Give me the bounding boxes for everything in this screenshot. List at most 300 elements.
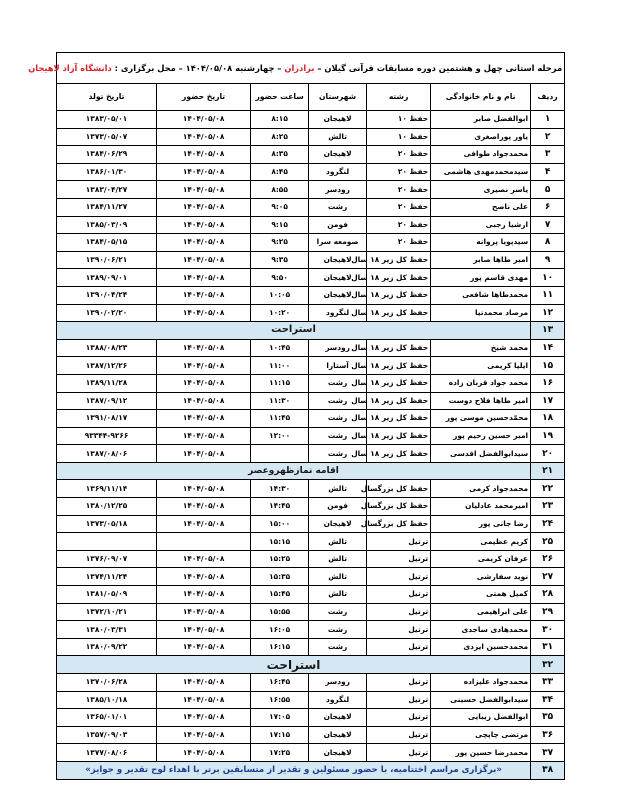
participant-name: ارشیا رجبی	[431, 216, 531, 234]
row-number: ۳۲	[531, 656, 565, 674]
birth-date: ۱۳۶۹/۱۱/۱۴	[57, 480, 157, 498]
city-cell: تالش	[309, 586, 367, 604]
participant-name: کمیل همتی	[431, 586, 531, 604]
row-number: ۵	[531, 181, 565, 199]
birth-date: ۱۳۷۷/۰۸/۰۶	[57, 744, 157, 762]
table-row	[57, 392, 565, 410]
attendance-time: ۸:۱۵	[251, 111, 309, 129]
attendance-time: ۱۰:۲۰	[251, 304, 309, 322]
attendance-date: ۱۴۰۴/۰۵/۰۸	[157, 181, 251, 199]
attendance-time: ۸:۵۵	[251, 181, 309, 199]
attendance-date: ۱۴۰۴/۰۵/۰۸	[157, 269, 251, 287]
birth-date: ۱۳۸۴/۱۱/۲۷	[57, 198, 157, 216]
birth-date: ۱۳۸۷/۱۲/۲۶	[57, 357, 157, 375]
table-row	[57, 709, 565, 727]
major-cell: حفظ کل زیر ۱۸ سال	[367, 304, 431, 322]
city-cell: لنگرود	[309, 163, 367, 181]
major-cell: حفظ کل زیر ۱۸ سال	[367, 286, 431, 304]
row-number: ۱۲	[531, 304, 565, 322]
attendance-date: ۱۴۰۴/۰۵/۰۸	[157, 638, 251, 656]
row-number: ۱۹	[531, 427, 565, 445]
row-number: ۳	[531, 146, 565, 164]
attendance-date: ۱۴۰۴/۰۵/۰۸	[157, 568, 251, 586]
attendance-time: ۱۱:۳۰	[251, 392, 309, 410]
attendance-time	[251, 445, 309, 463]
major-cell: ترتیل	[367, 568, 431, 586]
title-main: مرحله استانی چهل و هشتمین دوره مسابقات قرآنی گیلان –	[317, 63, 563, 73]
major-cell: حفظ کل بزرگسال	[367, 480, 431, 498]
table-row	[57, 198, 565, 216]
attendance-time: ۱۷:۱۵	[251, 726, 309, 744]
attendance-time: ۹:۵۰	[251, 269, 309, 287]
row-number: ۲۶	[531, 550, 565, 568]
row-number: ۱۱	[531, 286, 565, 304]
attendance-time: ۸:۳۵	[251, 146, 309, 164]
attendance-time: ۸:۴۵	[251, 163, 309, 181]
birth-date: ۱۳۸۴/۰۶/۲۹	[57, 146, 157, 164]
table-row	[57, 691, 565, 709]
major-cell: ترتیل	[367, 726, 431, 744]
attendance-date: ۱۴۰۴/۰۵/۰۸	[157, 515, 251, 533]
attendance-date: ۱۴۰۴/۰۵/۰۸	[157, 286, 251, 304]
attendance-time: ۱۱:۱۵	[251, 374, 309, 392]
attendance-date: ۱۴۰۴/۰۵/۰۸	[157, 726, 251, 744]
city-cell: تالش	[309, 550, 367, 568]
participant-name: امیرمحمد عادلیان	[431, 498, 531, 516]
birth-date: ۱۳۸۵/۰۳/۰۹	[57, 216, 157, 234]
table-row	[57, 339, 565, 357]
birth-date: ۹۳۳۴۴-۹۲۶۶	[57, 427, 157, 445]
participant-name: سیدپویا پروانه	[431, 234, 531, 252]
break-label: اقامه نمازظهروعصر	[57, 462, 531, 480]
row-number: ۲	[531, 128, 565, 146]
participant-name: یاور پوراصغری	[431, 128, 531, 146]
city-cell: رشت	[309, 427, 367, 445]
attendance-time: ۱۵:۱۵	[251, 533, 309, 551]
city-cell: تالش	[309, 480, 367, 498]
attendance-date: ۱۴۰۴/۰۵/۰۸	[157, 709, 251, 727]
header-attend-date: تاریخ حضور	[157, 84, 251, 111]
participant-name: ایلیا کریمی	[431, 357, 531, 375]
row-number: ۲۱	[531, 462, 565, 480]
city-cell: لاهیجان	[309, 146, 367, 164]
city-cell: لنگرود	[309, 304, 367, 322]
major-cell: حفظ ۲۰	[367, 216, 431, 234]
city-cell: رودسر	[309, 339, 367, 357]
row-number: ۱	[531, 111, 565, 129]
major-cell: ترتیل	[367, 691, 431, 709]
row-number: ۳۰	[531, 621, 565, 639]
table-row	[57, 445, 565, 463]
participant-name: محمدهادی ساجدی	[431, 621, 531, 639]
participant-name: محمدجواد طوافی	[431, 146, 531, 164]
attendance-date: ۱۴۰۴/۰۵/۰۸	[157, 427, 251, 445]
attendance-time: ۱۴:۴۵	[251, 498, 309, 516]
attendance-time: ۱۵:۲۵	[251, 550, 309, 568]
city-cell: رشت	[309, 392, 367, 410]
city-cell: لاهیجان	[309, 726, 367, 744]
participant-name: کریم عظیمی	[431, 533, 531, 551]
city-cell: رودسر	[309, 674, 367, 692]
row-number: ۱۴	[531, 339, 565, 357]
participant-name: محمدجواد علیزاده	[431, 674, 531, 692]
participant-name: مرصاد محمدنیا	[431, 304, 531, 322]
attendance-time: ۹:۱۵	[251, 216, 309, 234]
attendance-time: ۹:۲۵	[251, 234, 309, 252]
city-cell: رشت	[309, 445, 367, 463]
attendance-date: ۱۴۰۴/۰۵/۰۸	[157, 586, 251, 604]
attendance-time: ۱۰:۰۵	[251, 286, 309, 304]
attendance-date: ۱۴۰۴/۰۵/۰۸	[157, 304, 251, 322]
attendance-time: ۱۷:۲۵	[251, 744, 309, 762]
row-number: ۲۲	[531, 480, 565, 498]
city-cell: رشت	[309, 638, 367, 656]
table-row	[57, 603, 565, 621]
break-row	[57, 656, 565, 674]
title-gender: برادران	[284, 63, 315, 73]
birth-date: ۱۳۸۹/۱۱/۲۸	[57, 374, 157, 392]
major-cell: حفظ کل زیر ۱۸ سال	[367, 269, 431, 287]
attendance-date: ۱۴۰۴/۰۵/۰۸	[157, 251, 251, 269]
table-row	[57, 744, 565, 762]
major-cell: حفظ کل زیر ۱۸ سال	[367, 445, 431, 463]
major-cell: حفظ کل زیر ۱۸ سال	[367, 357, 431, 375]
city-cell: تالش	[309, 128, 367, 146]
major-cell: حفظ ۲۰	[367, 163, 431, 181]
attendance-time: ۱۰:۴۵	[251, 339, 309, 357]
attendance-date: ۱۴۰۴/۰۵/۰۸	[157, 128, 251, 146]
major-cell: حفظ کل زیر ۱۸ سال	[367, 374, 431, 392]
row-number: ۱۷	[531, 392, 565, 410]
row-number: ۴	[531, 163, 565, 181]
city-cell: لنگرود	[309, 691, 367, 709]
table-row	[57, 480, 565, 498]
table-row	[57, 410, 565, 428]
participant-name: سیدابوالفضل حسینی	[431, 691, 531, 709]
attendance-date: ۱۴۰۴/۰۵/۰۸	[157, 357, 251, 375]
header-major: رشته	[367, 84, 431, 111]
attendance-date: ۱۴۰۴/۰۵/۰۸	[157, 550, 251, 568]
attendance-date: ۱۴۰۴/۰۵/۰۸	[157, 163, 251, 181]
attendance-date: ۱۴۰۴/۰۵/۰۸	[157, 621, 251, 639]
birth-date: ۱۳۸۶/۰۱/۳۰	[57, 163, 157, 181]
birth-date: ۱۳۸۷/۰۸/۰۶	[57, 445, 157, 463]
participant-name: محمدجواد کرمی	[431, 480, 531, 498]
attendance-date: ۱۴۰۴/۰۵/۰۸	[157, 603, 251, 621]
attendance-date: ۱۴۰۴/۰۵/۰۸	[157, 374, 251, 392]
header-time: ساعت حضور	[251, 84, 309, 111]
major-cell: حفظ کل زیر ۱۸ سال	[367, 427, 431, 445]
table-row	[57, 533, 565, 551]
participant-name: محمد جواد قربان زاده	[431, 374, 531, 392]
attendance-date: ۱۴۰۴/۰۵/۰۸	[157, 691, 251, 709]
city-cell: آستارا	[309, 357, 367, 375]
city-cell: رودسر	[309, 181, 367, 199]
row-number: ۳۳	[531, 674, 565, 692]
page-title	[28, 53, 565, 84]
city-cell: لاهیجان	[309, 269, 367, 287]
attendance-time: ۱۵:۴۵	[251, 586, 309, 604]
row-number: ۲۳	[531, 498, 565, 516]
city-cell: فومن	[309, 498, 367, 516]
attendance-time: ۱۶:۵۵	[251, 691, 309, 709]
major-cell: ترتیل	[367, 603, 431, 621]
city-cell: رشت	[309, 374, 367, 392]
table-row	[57, 269, 565, 287]
participant-name: علی ناصح	[431, 198, 531, 216]
birth-date: ۱۳۹۰/۰۴/۲۴	[57, 286, 157, 304]
major-cell: حفظ ۲۰	[367, 198, 431, 216]
major-cell: ترتیل	[367, 709, 431, 727]
row-number: ۲۰	[531, 445, 565, 463]
attendance-time: ۱۶:۴۵	[251, 674, 309, 692]
participant-name: علی ابراهیمی	[431, 603, 531, 621]
table-row	[57, 251, 565, 269]
title-info: – چهارشنبه ۱۴۰۴/۰۵/۰۸ – محل برگزاری :	[114, 63, 282, 73]
participant-name: مهدی قاسم پور	[431, 269, 531, 287]
participant-name: محمد شیخ	[431, 339, 531, 357]
attendance-time: ۱۲:۰۰	[251, 427, 309, 445]
table-row	[57, 128, 565, 146]
major-cell: ترتیل	[367, 638, 431, 656]
birth-date: ۱۳۸۹/۰۹/۰۱	[57, 269, 157, 287]
row-number: ۲۸	[531, 586, 565, 604]
row-number: ۱۳	[531, 322, 565, 340]
attendance-time: ۱۴:۳۰	[251, 480, 309, 498]
birth-date: ۱۳۸۰/۰۳/۳۱	[57, 621, 157, 639]
birth-date: ۱۳۸۸/۰۸/۲۳	[57, 339, 157, 357]
birth-date: ۱۳۷۰/۰۶/۲۸	[57, 674, 157, 692]
birth-date: ۱۳۷۲/۱۰/۲۱	[57, 603, 157, 621]
birth-date: ۱۳۷۳/۰۵/۱۸	[57, 515, 157, 533]
major-cell: حفظ کل زیر ۱۸ سال	[367, 339, 431, 357]
row-number: ۸	[531, 234, 565, 252]
city-cell: لاهیجان	[309, 286, 367, 304]
header-row-number: ردیف	[531, 84, 565, 111]
participant-name: امیر طاها فلاح دوست	[431, 392, 531, 410]
row-number: ۱۰	[531, 269, 565, 287]
row-number: ۱۶	[531, 374, 565, 392]
participant-name: محمدحسین ایزدی	[431, 638, 531, 656]
city-cell: تالش	[309, 533, 367, 551]
attendance-date: ۱۴۰۴/۰۵/۰۸	[157, 410, 251, 428]
table-row	[57, 374, 565, 392]
city-cell: صومعه سرا	[309, 234, 367, 252]
attendance-time: ۱۵:۰۰	[251, 515, 309, 533]
table-row	[57, 638, 565, 656]
birth-date: ۱۳۷۶/۰۹/۰۷	[57, 550, 157, 568]
attendance-date: ۱۴۰۴/۰۵/۰۸	[157, 744, 251, 762]
header-row	[57, 84, 565, 111]
participant-name: یاسر نصیری	[431, 181, 531, 199]
city-cell: رشت	[309, 603, 367, 621]
row-number: ۲۵	[531, 533, 565, 551]
table-row	[57, 427, 565, 445]
participant-name: مرتضی چاپچی	[431, 726, 531, 744]
city-cell: لاهیجان	[309, 515, 367, 533]
participant-name: محمدرضا حسین پور	[431, 744, 531, 762]
table-row	[57, 550, 565, 568]
city-cell: لاهیجان	[309, 111, 367, 129]
birth-date: ۱۳۸۳/۰۴/۲۷	[57, 181, 157, 199]
attendance-date: ۱۴۰۴/۰۵/۰۸	[157, 392, 251, 410]
table-row	[57, 146, 565, 164]
table-body	[57, 111, 565, 780]
city-cell: لاهیجان	[309, 251, 367, 269]
break-row	[57, 462, 565, 480]
birth-date: ۱۳۸۰/۰۹/۲۲	[57, 638, 157, 656]
major-cell: ترتیل	[367, 744, 431, 762]
attendance-date: ۱۴۰۴/۰۵/۰۸	[157, 234, 251, 252]
row-number: ۹	[531, 251, 565, 269]
birth-date: ۱۳۸۵/۱۰/۱۸	[57, 691, 157, 709]
closing-ceremony-label: «برگزاری مراسم اختتامیه، با حضور مسئولین و تقدیر از متسابقین برتر با اهداء لوح تقدیر و جوایز»	[57, 761, 531, 779]
birth-date: ۱۳۶۵/۰۱/۰۱	[57, 709, 157, 727]
city-cell: تالش	[309, 568, 367, 586]
major-cell: حفظ کل بزرگسال	[367, 515, 431, 533]
participant-name: محمدطاها شافعی	[431, 286, 531, 304]
major-cell: حفظ ۲۰	[367, 146, 431, 164]
table-row	[57, 286, 565, 304]
table-row	[57, 216, 565, 234]
title-row	[57, 53, 565, 84]
birth-date: ۱۳۷۴/۱۱/۲۴	[57, 568, 157, 586]
participant-name: سیدابوالفضل اقدسی	[431, 445, 531, 463]
city-cell: لاهیجان	[309, 744, 367, 762]
row-number: ۲۷	[531, 568, 565, 586]
attendance-time: ۹:۰۵	[251, 198, 309, 216]
table-row	[57, 111, 565, 129]
row-number: ۲۹	[531, 603, 565, 621]
birth-date: ۱۳۵۷/۰۹/۰۳	[57, 726, 157, 744]
attendance-time: ۱۵:۳۵	[251, 568, 309, 586]
attendance-date: ۱۴۰۴/۰۵/۰۸	[157, 674, 251, 692]
attendance-date: ۱۴۰۴/۰۵/۰۸	[157, 198, 251, 216]
major-cell: حفظ ۱۰	[367, 111, 431, 129]
birth-date: ۱۳۸۰/۱۲/۲۵	[57, 498, 157, 516]
header-city: شهرستان	[309, 84, 367, 111]
row-number: ۳۸	[531, 761, 565, 779]
birth-date: ۱۳۸۱/۰۵/۰۹	[57, 586, 157, 604]
schedule-table	[28, 52, 565, 780]
table-row	[57, 586, 565, 604]
header-birth-date: تاریخ تولد	[57, 84, 157, 111]
table-row	[57, 234, 565, 252]
birth-date	[57, 533, 157, 551]
closing-ceremony-row	[57, 761, 565, 779]
row-number: ۳۱	[531, 638, 565, 656]
birth-date: ۱۳۸۳/۰۵/۰۱	[57, 111, 157, 129]
attendance-time: ۱۱:۴۵	[251, 410, 309, 428]
city-cell: لاهیجان	[309, 709, 367, 727]
attendance-date: ۱۴۰۴/۰۵/۰۸	[157, 146, 251, 164]
table-row	[57, 674, 565, 692]
major-cell: ترتیل	[367, 550, 431, 568]
table-row	[57, 357, 565, 375]
title-venue: دانشگاه آزاد لاهیجان	[28, 63, 112, 73]
attendance-date: ۱۴۰۴/۰۵/۰۸	[157, 445, 251, 463]
row-number: ۳۷	[531, 744, 565, 762]
participant-name: سیدمحمدمهدی هاشمی	[431, 163, 531, 181]
table-row	[57, 568, 565, 586]
attendance-time: ۱۶:۰۵	[251, 621, 309, 639]
major-cell: حفظ ۲۰	[367, 181, 431, 199]
birth-date: ۱۳۸۷/۰۹/۱۲	[57, 392, 157, 410]
participant-name: امیر طاها صابر	[431, 251, 531, 269]
major-cell: حفظ کل زیر ۱۸ سال	[367, 410, 431, 428]
table-row	[57, 498, 565, 516]
participant-name: امیر حسین رحیم پور	[431, 427, 531, 445]
break-label: استراحت	[57, 656, 531, 674]
row-number: ۲۴	[531, 515, 565, 533]
attendance-date	[157, 533, 251, 551]
row-number: ۷	[531, 216, 565, 234]
header-name: نام و نام خانوادگی	[431, 84, 531, 111]
major-cell: ترتیل	[367, 621, 431, 639]
row-number: ۱۸	[531, 410, 565, 428]
major-cell: ترتیل	[367, 586, 431, 604]
major-cell: حفظ کل زیر ۱۸ سال	[367, 392, 431, 410]
row-number: ۳۵	[531, 709, 565, 727]
attendance-date: ۱۴۰۴/۰۵/۰۸	[157, 111, 251, 129]
table-row	[57, 181, 565, 199]
table-row	[57, 163, 565, 181]
city-cell: رشت	[309, 621, 367, 639]
city-cell: فومن	[309, 216, 367, 234]
major-cell: حفظ کل بزرگسال	[367, 498, 431, 516]
row-number: ۶	[531, 198, 565, 216]
attendance-date: ۱۴۰۴/۰۵/۰۸	[157, 480, 251, 498]
table-row	[57, 621, 565, 639]
row-number: ۳۶	[531, 726, 565, 744]
birth-date: ۱۳۹۰/۰۲/۲۰	[57, 304, 157, 322]
break-label: استراحت	[57, 322, 531, 340]
major-cell: حفظ ۲۰	[367, 234, 431, 252]
major-cell: حفظ ۱۰	[367, 128, 431, 146]
participant-name: ابوالفضل صابر	[431, 111, 531, 129]
birth-date: ۱۳۷۳/۰۵/۰۷	[57, 128, 157, 146]
attendance-time: ۱۶:۱۵	[251, 638, 309, 656]
table-row	[57, 304, 565, 322]
attendance-date: ۱۴۰۴/۰۵/۰۸	[157, 216, 251, 234]
attendance-date: ۱۴۰۴/۰۵/۰۸	[157, 339, 251, 357]
attendance-time: ۸:۲۵	[251, 128, 309, 146]
major-cell: ترتیل	[367, 533, 431, 551]
major-cell: حفظ کل زیر ۱۸ سال	[367, 251, 431, 269]
participant-name: عرفان کریمی	[431, 550, 531, 568]
participant-name: نوید سفارشی	[431, 568, 531, 586]
city-cell: رشت	[309, 410, 367, 428]
participant-name: محمّدحسین موسی پور	[431, 410, 531, 428]
break-row	[57, 322, 565, 340]
birth-date: ۱۳۹۰/۰۶/۲۱	[57, 251, 157, 269]
attendance-time: ۱۱:۰۰	[251, 357, 309, 375]
attendance-date: ۱۴۰۴/۰۵/۰۸	[157, 498, 251, 516]
row-number: ۳۴	[531, 691, 565, 709]
attendance-time: ۱۵:۵۵	[251, 603, 309, 621]
city-cell: رشت	[309, 198, 367, 216]
table-row	[57, 726, 565, 744]
attendance-time: ۱۷:۰۵	[251, 709, 309, 727]
participant-name: ابوالفضل زیبایی	[431, 709, 531, 727]
attendance-time: ۹:۳۵	[251, 251, 309, 269]
table-row	[57, 515, 565, 533]
birth-date: ۱۳۸۴/۰۵/۱۵	[57, 234, 157, 252]
major-cell: ترتیل	[367, 674, 431, 692]
birth-date: ۱۳۹۱/۰۸/۱۷	[57, 410, 157, 428]
row-number: ۱۵	[531, 357, 565, 375]
participant-name: رضا جانی پور	[431, 515, 531, 533]
